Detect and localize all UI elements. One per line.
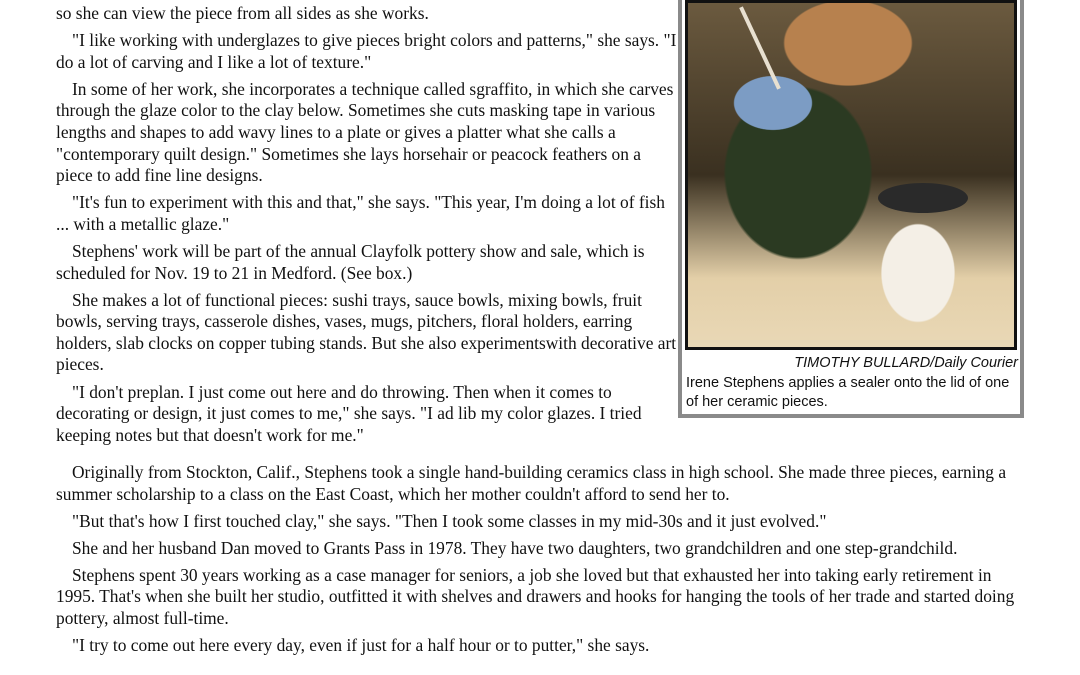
- article-photo: [685, 0, 1017, 350]
- article-paragraph: "I like working with underglazes to give pieces bright colors and patterns," she says. "I do a lot of carving and I like a lot of texture.": [56, 30, 677, 72]
- vase-rim-shape: [878, 183, 968, 213]
- article-paragraph: "But that's how I first touched clay," she says. "Then I took some classes in my mid-30s and it just evolved.": [72, 510, 827, 531]
- photo-box: [678, 0, 1024, 418]
- article-paragraph: Stephens' work will be part of the annual Clayfolk pottery show and sale, which is scheduled for Nov. 19 to 21 in Medford. (See box.): [56, 240, 645, 283]
- photo-credit: TIMOTHY BULLARD/Daily Courier: [794, 355, 1018, 371]
- article-paragraph: so she can view the piece from all sides as she works.: [56, 3, 429, 23]
- article-paragraph: "I don't preplan. I just come out here and do throwing. Then when it comes to decorating or design, it just comes to me," she says. "I ad lib my color glazes. I tried keeping notes but that doesn't work for me.": [56, 381, 642, 445]
- article-paragraph: She and her husband Dan moved to Grants Pass in 1978. They have two daughters, two grandchildren and one step-grandchild.: [72, 537, 958, 558]
- article-full-width: [56, 462, 1028, 662]
- article-paragraph: Originally from Stockton, Calif., Stephens took a single hand-building ceramics class in high school. She made three pieces, earning a summer scholarship to a class on the East Coast, which her mother couldn't afford to send her to.: [56, 462, 1007, 504]
- article-column: [56, 3, 680, 452]
- article-paragraph: In some of her work, she incorporates a technique called sgraffito, in which she carves through the glaze color to the clay below. Sometimes she cuts masking tape in various lengths and shapes to add wavy lines to a plate or gives a platter what she calls a "contemporary quilt design." Sometimes she lays horsehair or peacock feathers on a piece to add fine line designs.: [56, 78, 674, 186]
- article-paragraph: "It's fun to experiment with this and that," she says. "This year, I'm doing a lot of fish ... with a metallic glaze.": [56, 192, 665, 234]
- brush-shape: [739, 6, 781, 89]
- article-paragraph: She makes a lot of functional pieces: sushi trays, sauce bowls, mixing bowls, fruit bowls, serving trays, casserole dishes, vases, mugs, pitchers, floral holders, earring holders, slab clocks on copper tubing stands. But she also experimentswith decorative art pieces.: [56, 289, 677, 375]
- photo-caption: Irene Stephens applies a sealer onto the lid of one of her ceramic pieces.: [686, 375, 1010, 410]
- article-paragraph: "I try to come out here every day, even if just for a half hour or to putter," she says.: [72, 635, 650, 656]
- article-paragraph: Stephens spent 30 years working as a case manager for seniors, a job she loved but that exhausted her into taking early retirement in 1995. That's when she built her studio, outfitted it with shelves and drawers and hooks for hanging the tools of her trade and started doing pottery, almost full-time.: [56, 564, 1015, 629]
